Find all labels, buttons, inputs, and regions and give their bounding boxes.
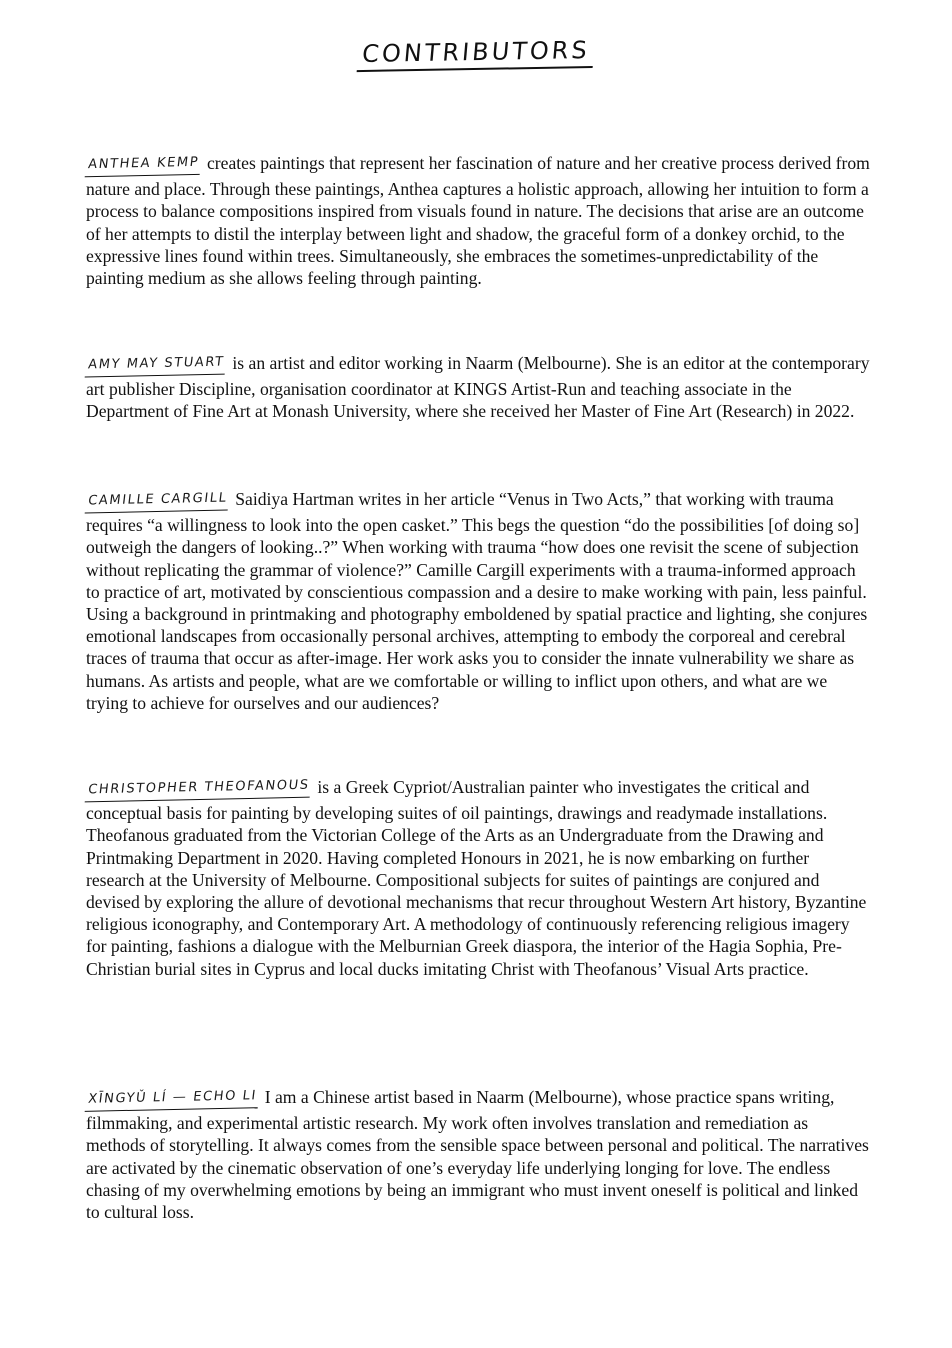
contributor-name: CAMILLE CARGILL [85, 487, 231, 513]
contributor-entry [86, 1086, 872, 1223]
page-title: CONTRIBUTORS [357, 36, 595, 72]
title-container [0, 35, 952, 70]
contributor-bio: is a Greek Cypriot/Australian painter who investigates the critical and conceptual basis for painting by developing suites of oil paintings, drawings and readymade installations. Theofanous graduated from the Victorian College of the Arts as an Undergraduate from the Drawing and Printmaking Department in 2020. Having completed Honours in 2021, he is now embarking on further research at the University of Melbourne. Compositional subjects for suites of paintings are conjured and devised by exploring the allure of devotional mechanisms that recur throughout Western Art history, Byzantine religious iconography, and Contemporary Art. A methodology of continuously referencing religious imagery for painting, fashions a dialogue with the Melburnian Greek diaspora, the interior of the Hagia Sophia, Pre-Christian burial sites in Cyprus and local ducks imitating Christ with Theofanous’ Visual Arts practice. [86, 777, 867, 979]
contributor-bio: creates paintings that represent her fascination of nature and her creative process derived from nature and place. Through these paintings, Anthea captures a holistic approach, allowing her intuition to form a process to balance compositions inspired from visuals found in nature. The decisions that arise are an outcome of her attempts to distil the interplay between light and shadow, the graceful form of a donkey orchid, to the expressive lines found within trees. Simultaneously, she embraces the sometimes-unpredictability of the painting medium as she allows feeling through painting. [86, 153, 870, 289]
contributor-bio: is an artist and editor working in Naarm (Melbourne). She is an editor at the contemporary art publisher Discipline, organisation coordinator at KINGS Artist-Run and teaching associate in the Department of Fine Art at Monash University, where she received her Master of Fine Art (Research) in 2022. [86, 353, 870, 422]
contributor-name: XĪNGYǓ LÍ — ECHO LI [85, 1085, 260, 1112]
contributor-bio: Saidiya Hartman writes in her article “Venus in Two Acts,” that working with trauma requires “a willingness to look into the open casket.” This begs the question “do the possibilities [of doing so] outweigh the dangers of looking..?” When working with trauma “how does one revisit the scene of subjection without replicating the grammar of violence?” Camille Cargill experiments with a trauma-informed approach to practice of art, motivated by conscientious compassion and a desire to make working with pain, less painful. Using a background in printmaking and photography emboldened by spatial practice and lighting, she conjures emotional landscapes from occasionally personal archives, attempting to embody the corporeal and cerebral traces of trauma that occur as after-image. Her work asks you to consider the innate vulnerability we share as humans. As artists and people, what are we comfortable or willing to inflict upon others, and what are we trying to achieve for ourselves and our audiences? [86, 489, 868, 713]
contributor-name: AMY MAY STUART [85, 351, 228, 377]
contributor-bio: I am a Chinese artist based in Naarm (Melbourne), whose practice spans writing, filmmaking, and experimental artistic research. My work often involves translation and remediation as methods of storytelling. It always comes from the sensible space between personal and political. The narratives are activated by the cinematic observation of one’s everyday life underlying longing for love. The endless chasing of my overwhelming emotions by being an immigrant who must invent oneself is political and linked to cultural loss. [86, 1087, 869, 1223]
contributor-entry [86, 488, 872, 714]
contributor-entry [86, 352, 872, 423]
contributor-name: ANTHEA KEMP [85, 152, 203, 178]
contributor-entry [86, 776, 872, 980]
contributor-entry [86, 152, 872, 289]
contributor-name: CHRISTOPHER THEOFANOUS [85, 775, 313, 803]
